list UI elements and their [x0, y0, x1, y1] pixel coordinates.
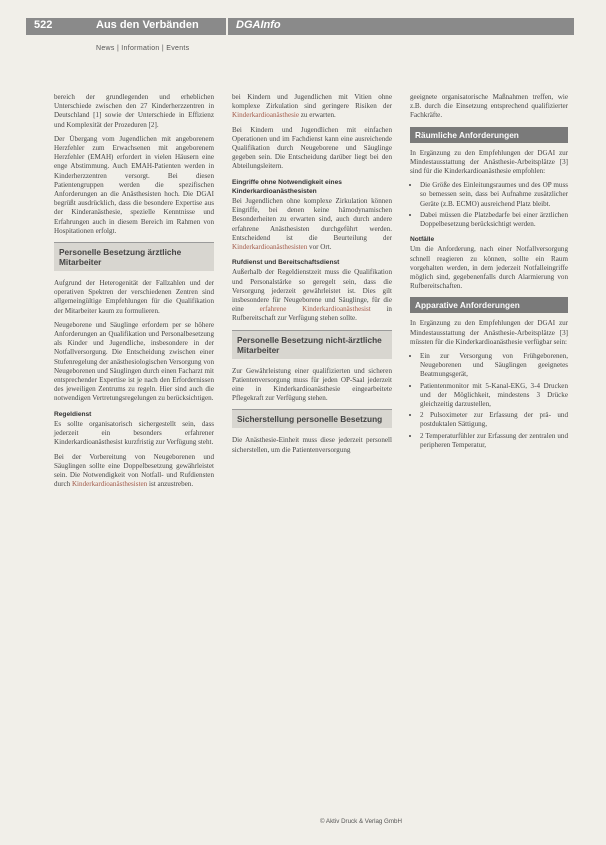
text: zu erwarten. [300, 111, 336, 120]
paragraph: geeignete organisatorische Maßnahmen treffen, wie z.B. durch die Einsetzung entsprechend qualifizierter Fachkräfte. [410, 93, 568, 120]
text: ist anzustreben. [148, 480, 194, 489]
text: bei Kindern und Jugendlichen mit Vitien ohne komplexe Zirkulation sind geringere Risiken der [232, 93, 392, 111]
paragraph [54, 453, 214, 490]
subheading: Notfälle [410, 236, 435, 244]
subheading: Rufdienst und Bereitschaftsdienst [232, 259, 340, 267]
subnav: News | Information | Events [96, 45, 190, 52]
section-title: Aus den Verbänden [96, 19, 199, 31]
section-heading-box: Personelle Besetzung ärztliche Mitarbeiter [54, 242, 214, 271]
list-item: • Die Größe des Einleitungsraumes und des OP muss so bemessen sein, dass bei Aufnahme zusätzlicher Geräte (z.B. ECMO) ausreichend Platz bleibt. [420, 181, 568, 209]
text: vor Ort. [309, 243, 332, 252]
bullet-list [410, 181, 568, 229]
paragraph: Neugeborene und Säuglinge erfordern per se höhere Anforderungen an Qualifikation und Personalbesetzung als Kinder und Jugendliche, insbesondere in der Notfallversorgung. Die Entscheidung zwischen einer Stufenregelung der anästhesiologischen Versorgung von Neugeborenen und Säuglingen durch einen Facharzt mit entsprechender Expertise ist je nach den Erfordernissen des jeweiligen Zentrums zu regeln. Hier sind auch die notwendigen Vertretungsregelungen zu berücksichtigen. [54, 320, 214, 403]
text: in Rufbereitschaft zur Verfügung stehen sollte. [232, 305, 392, 323]
section-heading-box: Sicherstellung personelle Besetzung [232, 409, 392, 428]
paragraph [232, 197, 392, 252]
section-heading-box: Räumliche Anforderungen [410, 127, 568, 143]
paragraph [232, 93, 392, 121]
header-divider [226, 18, 228, 35]
paragraph: Der Übergang vom Jugendlichen mit angeborenem Herzfehler zum Erwachsenen mit angeborenem Herzfehler (EMAH) erfordert in vielen Häusern eine enge Abstimmung. Auch EMAH-Patienten werden in Kinderherzzentren versorgt. Bei diesen Patientengruppen werden die spezifischen Anforderungen an die Anästhesisten hoch. Die DGAI begrüßt ausdrücklich, dass die besondere Expertise aus der Kinderanästhesie, spezielle Kenntnisse und Erfahrungen auch in diesem Bereich im Rahmen von Hospitationen erfolgt. [54, 134, 214, 235]
inline-link[interactable]: Kinderkardioanästhesie [232, 111, 299, 120]
paragraph: Es sollte organisatorisch sichergestellt sein, dass jederzeit ein besonders erfahrener Kinderkardioanästhesist kurzfristig zur Verfügung steht. [54, 419, 214, 447]
paragraph: In Ergänzung zu den Empfehlungen der DGAI zur Mindestausstattung der Anästhesie-Arbeitsplätze [3] sind für die Kinderkardioanästhesie empfohlen: [410, 148, 568, 176]
page-number: 522 [34, 19, 53, 31]
list-item: • 2 Pulsoximeter zur Erfassung der prä- und postduktalen Sättigung, [420, 411, 568, 429]
paragraph: Bei Kindern und Jugendlichen mit einfachen Operationen und im Fachdienst kann eine ausreichende Qualifikation durch Neugeborene und Säuglinge gegeben sein. Die Entscheidung darüber liegt bei den Abteilungsleitern. [232, 125, 392, 171]
text: Außerhalb der Regeldienstzeit muss die Qualifikation und Personalstärke so geregelt sein, dass die Versorgung jederzeit gewährleistet ist. Dies gilt insbesondere für Neugeborene und Säuglinge, für die eine [232, 268, 392, 314]
copyright-footer: © Aktiv Druck & Verlag GmbH [320, 818, 402, 825]
list-item: • 2 Temperaturfühler zur Erfassung der zentralen und peripheren Temperatur, [420, 432, 568, 450]
bullet-list [410, 352, 568, 450]
paragraph: Zur Gewährleistung einer qualifizierten und sicheren Patientenversorgung muss für jeden OP-Saal jederzeit eine in Kinderkardioanästhesie eingearbeitete Pflegekraft zur Verfügung stehen. [232, 366, 392, 403]
inline-link[interactable]: erfahrene Kinderkardioanästhesist [259, 305, 371, 314]
paragraph: Die Anästhesie-Einheit muss diese jederzeit personell sicherstellen, um die Patientenversorgung [232, 436, 392, 454]
list-item: • Ein zur Versorgung von Frühgeborenen, Neugeborenen und Säuglingen geeignetes Beatmungsgerät, [420, 352, 568, 380]
journal-title: DGAInfo [236, 19, 281, 31]
subheading: Eingriffe ohne Notwendigkeit eines Kinderkardioanästhesisten [232, 178, 342, 195]
paragraph [232, 268, 392, 323]
inline-link[interactable]: Kinderkardioanästhesisten [71, 480, 148, 489]
section-heading-box: Apparative Anforderungen [410, 297, 568, 313]
inline-link[interactable]: Kinderkardioanästhesisten [232, 243, 308, 252]
paragraph: Aufgrund der Heterogenität der Fallzahlen und der operativen Spektren der verschiedenen Zentren sind allgemeingültige Empfehlungen für die Qualifikation der Mitarbeiter kaum zu formulieren. [54, 279, 214, 315]
paragraph: In Ergänzung zu den Empfehlungen der DGAI zur Mindestausstattung der Anästhesie-Arbeitsplätze [3] müssten für die Kinderkardioanästhesie verfügbar sein: [410, 319, 568, 346]
text: Bei Jugendlichen ohne komplexe Zirkulation können Eingriffe, bei denen keine hämodynamischen Besonderheiten zu erwarten sind, auch durch andere erfahrene Anästhesisten durchgeführt werden. Entscheidend ist die Beurteilung der [232, 197, 392, 242]
section-heading-box: Personelle Besetzung nicht-ärztliche Mitarbeiter [232, 330, 392, 359]
list-item: • Patientenmonitor mit 5-Kanal-EKG, 3-4 Drucken und der Möglichkeit, mindestens 3 Drücke gleichzeitig darzustellen, [420, 382, 568, 410]
text: Bei der Vorbereitung von Neugeborenen und Säuglingen sollte eine Doppelbesetzung gewährleistet sein. Die Notwendigkeit von Notfall- und Rufdiensten durch [54, 452, 214, 489]
column-2 [232, 93, 392, 460]
page-header [0, 0, 606, 40]
column-3 [410, 93, 568, 455]
paragraph: bereich der grundlegenden und erheblichen Unterschiede zwischen den 27 Kinderherzzentren in Deutschland [1] sowie der Unterschiede in Effizienz und Komplexität der Prozeduren [2]. [54, 93, 214, 129]
subheading: Regeldienst [54, 410, 92, 418]
column-1 [54, 93, 214, 494]
paragraph: Um die Anforderung, nach einer Notfallversorgung schnell reagieren zu können, sollte ein Raum vorgehalten werden, in dem jederzeit Notfalleingriffe möglich sind, gegebenenfalls durch Alarmierung von Rufbereitschaften. [410, 245, 568, 291]
list-item: • Dabei müssen die Platzbedarfe bei einer ärztlichen Doppelbesetzung berücksichtigt werden. [420, 211, 568, 229]
